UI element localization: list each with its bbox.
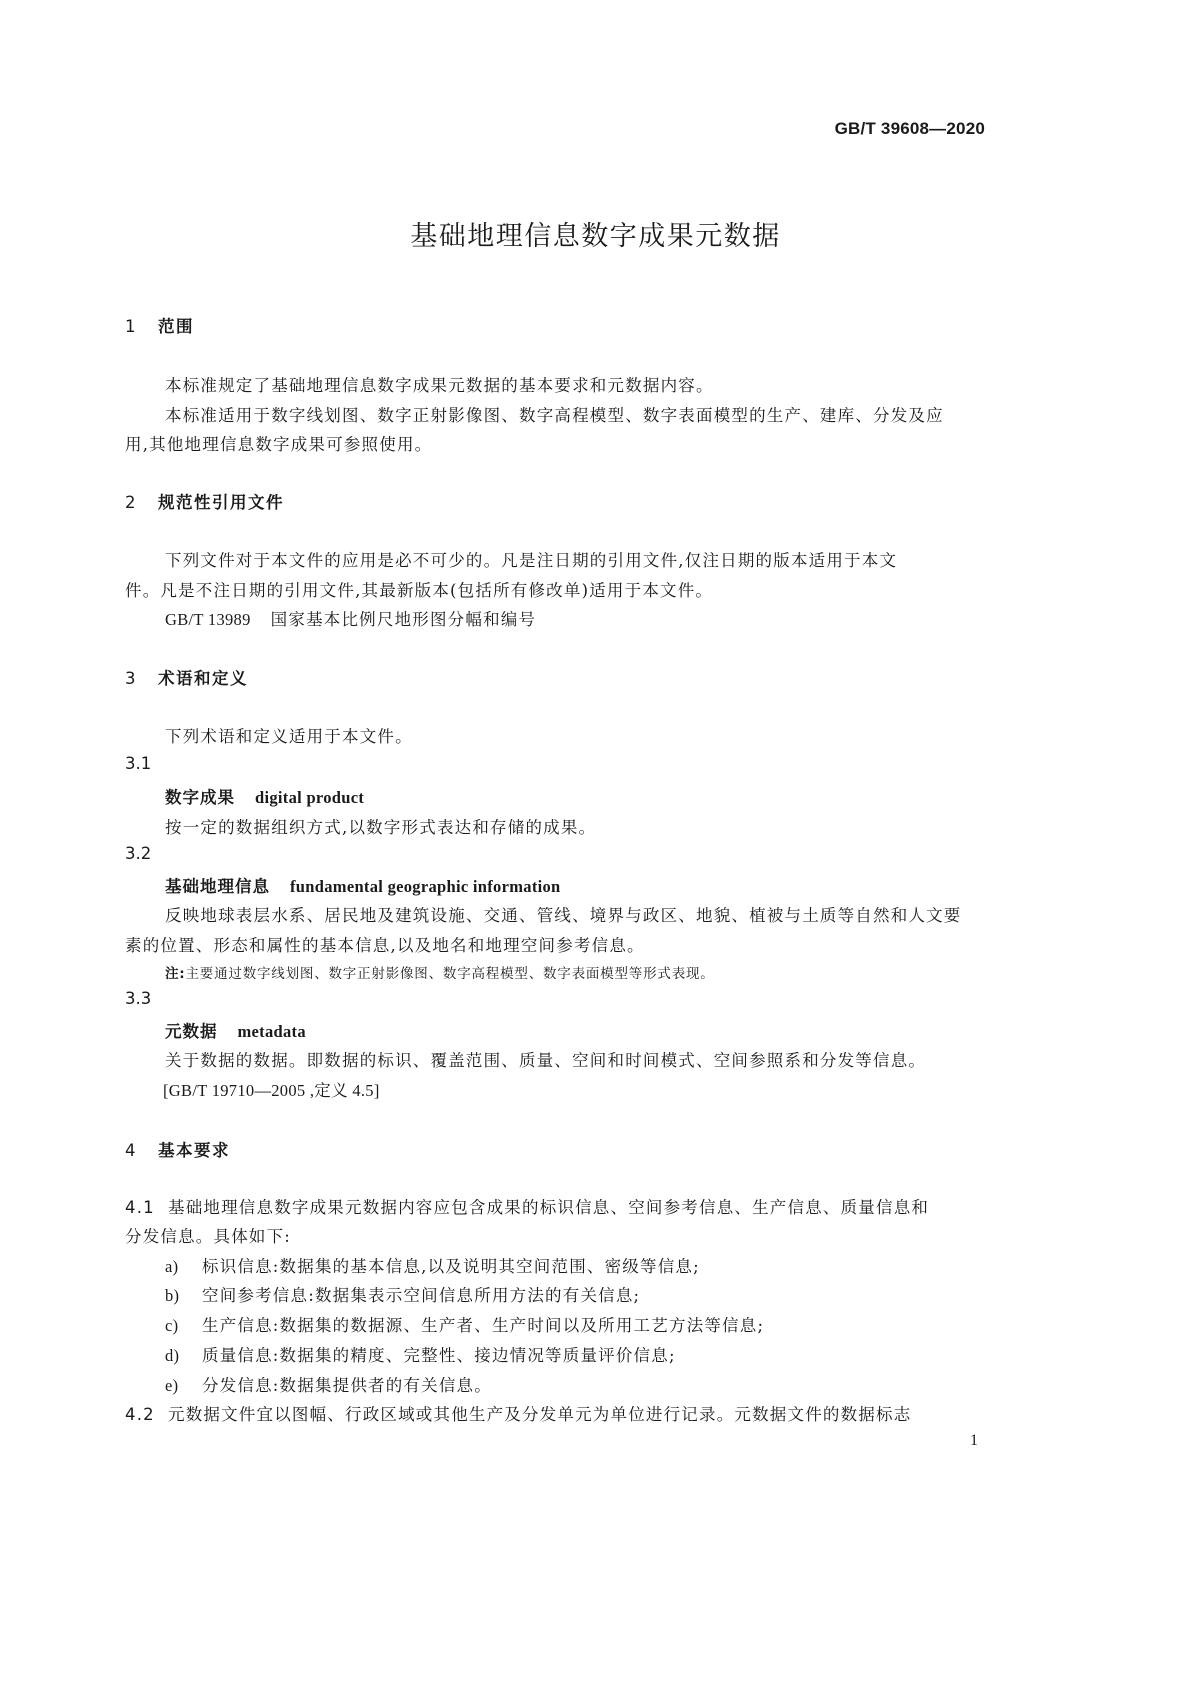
term-heading <box>165 873 561 897</box>
section-3-heading <box>125 665 248 689</box>
term-en: fundamental geographic information <box>290 877 561 896</box>
paragraph-line: 本标准适用于数字线划图、数字正射影像图、数字高程模型、数字表面模型的生产、建库、分发及应 <box>165 406 944 425</box>
list-item-text: 空间参考信息:数据集表示空间信息所用方法的有关信息; <box>202 1286 641 1305</box>
term-definition: 反映地球表层水系、居民地及建筑设施、交通、管线、境界与政区、地貌、植被与土质等自然和人文要 <box>165 906 962 925</box>
list-item <box>165 1253 700 1277</box>
reference-code: GB/T 13989 <box>165 610 251 629</box>
section-title: 范围 <box>158 317 194 336</box>
term-number: 3.1 <box>125 754 152 773</box>
paragraph-line: 下列文件对于本文件的应用是必不可少的。凡是注日期的引用文件,仅注日期的版本适用于本文 <box>165 551 898 570</box>
list-item-label: a) <box>165 1257 179 1276</box>
note-text: 主要通过数字线划图、数字正射影像图、数字高程模型、数字表面模型等形式表现。 <box>185 966 715 982</box>
clause-4-2 <box>125 1401 911 1425</box>
section-number: 4 <box>125 1141 137 1160</box>
list-item-text: 质量信息:数据集的精度、完整性、接边情况等质量评价信息; <box>202 1346 676 1365</box>
section-number: 2 <box>125 493 137 512</box>
list-item <box>165 1312 764 1336</box>
term-definition: 关于数据的数据。即数据的标识、覆盖范围、质量、空间和时间模式、空间参照系和分发等信息。 <box>165 1051 927 1070</box>
list-item-text: 生产信息:数据集的数据源、生产者、生产时间以及所用工艺方法等信息; <box>202 1316 765 1335</box>
term-zh: 数字成果 <box>165 788 235 807</box>
term-definition: 素的位置、形态和属性的基本信息,以及地名和地理空间参考信息。 <box>125 936 645 955</box>
section-number: 3 <box>125 669 137 688</box>
list-item-text: 分发信息:数据集提供者的有关信息。 <box>202 1376 492 1395</box>
term-zh: 元数据 <box>165 1022 218 1041</box>
note-label: 注: <box>165 966 186 982</box>
list-item-text: 标识信息:数据集的基本信息,以及说明其空间范围、密级等信息; <box>202 1257 700 1276</box>
list-item <box>165 1282 640 1306</box>
term-source: [GB/T 19710—2005 ,定义 4.5] <box>163 1081 380 1100</box>
term-heading <box>165 1018 306 1042</box>
section-title: 规范性引用文件 <box>158 493 284 512</box>
list-item <box>165 1342 676 1366</box>
term-definition: 按一定的数据组织方式,以数字形式表达和存储的成果。 <box>165 818 597 837</box>
term-number: 3.3 <box>125 989 152 1008</box>
section-4-heading <box>125 1137 230 1161</box>
clause-number: 4.1 <box>125 1198 155 1217</box>
paragraph-line: 用,其他地理信息数字成果可参照使用。 <box>125 435 433 454</box>
list-item-label: b) <box>165 1286 180 1305</box>
clause-text: 分发信息。具体如下: <box>125 1227 292 1246</box>
standard-code: GB/T 39608—2020 <box>834 119 985 138</box>
section-2-heading <box>125 489 284 513</box>
page-title: 基础地理信息数字成果元数据 <box>410 221 781 252</box>
paragraph: 下列术语和定义适用于本文件。 <box>165 727 413 746</box>
term-note <box>165 962 715 982</box>
section-number: 1 <box>125 317 137 336</box>
clause-4-1 <box>125 1194 929 1218</box>
clause-number: 4.2 <box>125 1405 155 1424</box>
normative-reference <box>165 606 536 630</box>
term-en: metadata <box>237 1022 306 1041</box>
section-title: 术语和定义 <box>158 669 248 688</box>
section-title: 基本要求 <box>158 1141 230 1160</box>
list-item <box>165 1372 492 1396</box>
clause-text: 基础地理信息数字成果元数据内容应包含成果的标识信息、空间参考信息、生产信息、质量信息和 <box>168 1198 930 1217</box>
term-en: digital product <box>255 788 365 807</box>
reference-title: 国家基本比例尺地形图分幅和编号 <box>270 610 537 629</box>
term-zh: 基础地理信息 <box>165 877 270 896</box>
paragraph-line: 件。凡是不注日期的引用文件,其最新版本(包括所有修改单)适用于本文件。 <box>125 581 714 600</box>
section-1-heading <box>125 313 194 337</box>
page-number: 1 <box>970 1432 978 1449</box>
list-item-label: e) <box>165 1376 179 1395</box>
list-item-label: d) <box>165 1346 180 1365</box>
term-heading <box>165 784 364 808</box>
list-item-label: c) <box>165 1316 179 1335</box>
clause-text: 元数据文件宜以图幅、行政区域或其他生产及分发单元为单位进行记录。元数据文件的数据标志 <box>168 1405 912 1424</box>
term-number: 3.2 <box>125 844 152 863</box>
paragraph: 本标准规定了基础地理信息数字成果元数据的基本要求和元数据内容。 <box>165 376 714 395</box>
